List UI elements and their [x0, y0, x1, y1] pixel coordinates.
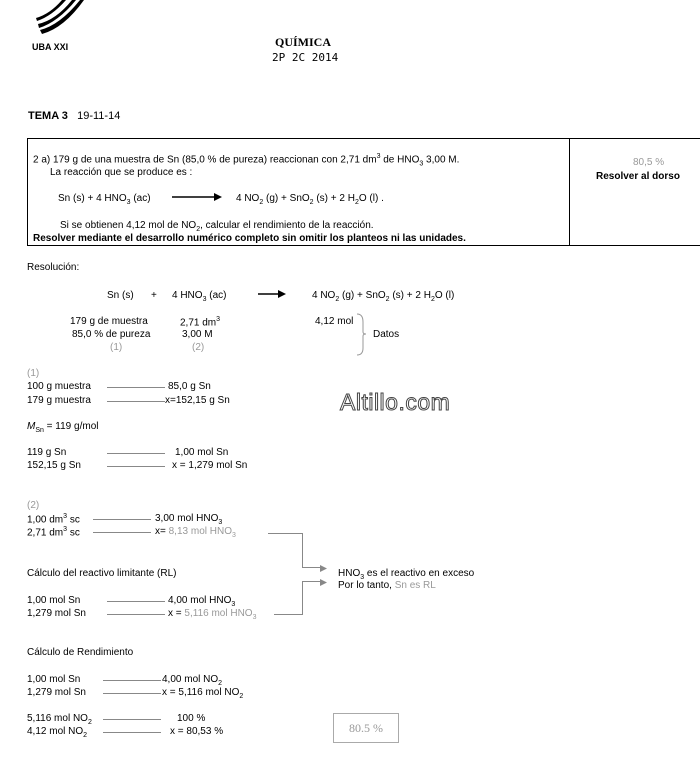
institution-name: UBA XXI [32, 42, 69, 52]
tema-label: TEMA 3 19-11-14 [28, 110, 121, 122]
tema-date: 19-11-14 [77, 110, 121, 122]
arrow-icon [258, 289, 286, 302]
calc3-row3-right: 100 % [177, 713, 206, 724]
calc1-row1-right: 85,0 g Sn [168, 381, 211, 392]
calc3-row1-right: 4,00 mol $NO_2$ [162, 674, 223, 687]
data-hno3-volume: 2,71 $dm^3$ [180, 316, 221, 329]
arrow-icon [320, 564, 328, 575]
calc3-row1-left: 1,00 mol Sn [27, 674, 81, 685]
data-no2-mol: 4,12 mol [315, 316, 354, 327]
conclusion-excess: $HNO_3$ es el reactivo en exceso [338, 568, 475, 581]
calc2-row1-left: 1,00 $dm^3$ sc [27, 513, 80, 526]
data-tag-1: (1) [110, 342, 123, 353]
problem-intro-line2: La reacción que se produce es : [50, 167, 193, 178]
calc1-row3-left: 119 g Sn [27, 447, 67, 458]
calc2-tag: (2) [27, 500, 40, 511]
calc3-row3-left: 5,116 mol $NO_2$ [27, 713, 92, 726]
calc2-row2-right: x= 8,13 mol $HNO_3$ [155, 526, 236, 539]
yield-title: Cálculo de Rendimiento [27, 647, 134, 658]
problem-instruction: Resolver mediante el desarrollo numérico completo sin omitir los planteos ni las unidades. [33, 233, 466, 244]
calc2-row1-right: 3,00 mol $HNO_3$ [155, 513, 223, 526]
calc2-row2-left: 2,71 $dm^3$ sc [27, 526, 80, 539]
calc1-row4-right: x = 1,279 mol Sn [172, 460, 248, 471]
answer-note: Resolver al dorso [596, 171, 680, 182]
calc1-tag: (1) [27, 368, 40, 379]
data-tag-2: (2) [192, 342, 205, 353]
calc3-row4-right: x = 80,53 % [170, 726, 224, 737]
data-hno3-conc: 3,00 M [182, 329, 213, 340]
problem-reaction-products: 4 $NO_2$ (g) + SnO$_2$ (s) + 2 $H_2O$ (l) . [236, 193, 384, 206]
final-result: 80.5 % [349, 721, 383, 735]
arrow-icon [172, 192, 222, 205]
calc1-row2-right: x=152,15 g Sn [165, 395, 230, 406]
calc2-row3-left: 1,00 mol Sn [27, 595, 81, 606]
calc2-row3-right: 4,00 mol $HNO_3$ [168, 595, 236, 608]
calc1-row2-left: 179 g muestra [27, 395, 91, 406]
calc2-row4-right: x = 5,116 mol $HNO_3$ [168, 608, 257, 621]
calc1-row4-left: 152,15 g Sn [27, 460, 81, 471]
resolucion-title: Resolución: [27, 262, 80, 273]
arrow-icon [320, 578, 328, 589]
final-result-box [333, 713, 399, 743]
data-sn-purity: 85,0 % de pureza [72, 329, 151, 340]
problem-answer: 80,5 % [633, 157, 665, 168]
equation-hno3: 4 $HNO_3$ (ac) [172, 290, 227, 303]
molar-mass-sn: $M_{Sn} = 119$ g/mol [27, 421, 99, 434]
calc1-row1-left: 100 g muestra [27, 381, 91, 392]
problem-question: Si se obtienen 4,12 mol de $NO_2$, calcular el rendimiento de la reacción. [60, 220, 374, 233]
equation-products: 4 $NO_2$ (g) + SnO$_2$ (s) + 2 $H_2O$ (l) [312, 290, 455, 303]
calc3-row4-left: 4,12 mol $NO_2$ [27, 726, 88, 739]
problem-intro: 2 a) 179 g de una muestra de Sn (85,0 % de pureza) reaccionan con 2,71 $dm^3$ de $HNO_3$ 3,00 M. [33, 153, 460, 168]
exam-code: 2P 2C 2014 [272, 51, 339, 64]
subject-title: QUÍMICA [275, 35, 331, 49]
data-sn-mass: 179 g de muestra [70, 316, 148, 327]
calc3-row2-left: 1,279 mol Sn [27, 687, 86, 698]
watermark: Altillo.com [340, 389, 451, 415]
datos-label: Datos [373, 329, 400, 340]
equation-sn: Sn (s) [107, 290, 134, 301]
problem-reaction: Sn (s) + 4 $HNO_3$ (ac) [58, 193, 151, 206]
uba-logo [30, 0, 90, 38]
limiting-reagent-title: Cálculo del reactivo limitante (RL) [27, 568, 177, 579]
conclusion-limiting: Por lo tanto, Sn es RL [338, 580, 436, 591]
calc1-row3-right: 1,00 mol Sn [175, 447, 229, 458]
calc2-row4-left: 1,279 mol Sn [27, 608, 86, 619]
datos-brace [355, 312, 367, 360]
equation-plus: + [151, 290, 157, 301]
calc3-row2-right: x = 5,116 mol $NO_2$ [162, 687, 244, 700]
